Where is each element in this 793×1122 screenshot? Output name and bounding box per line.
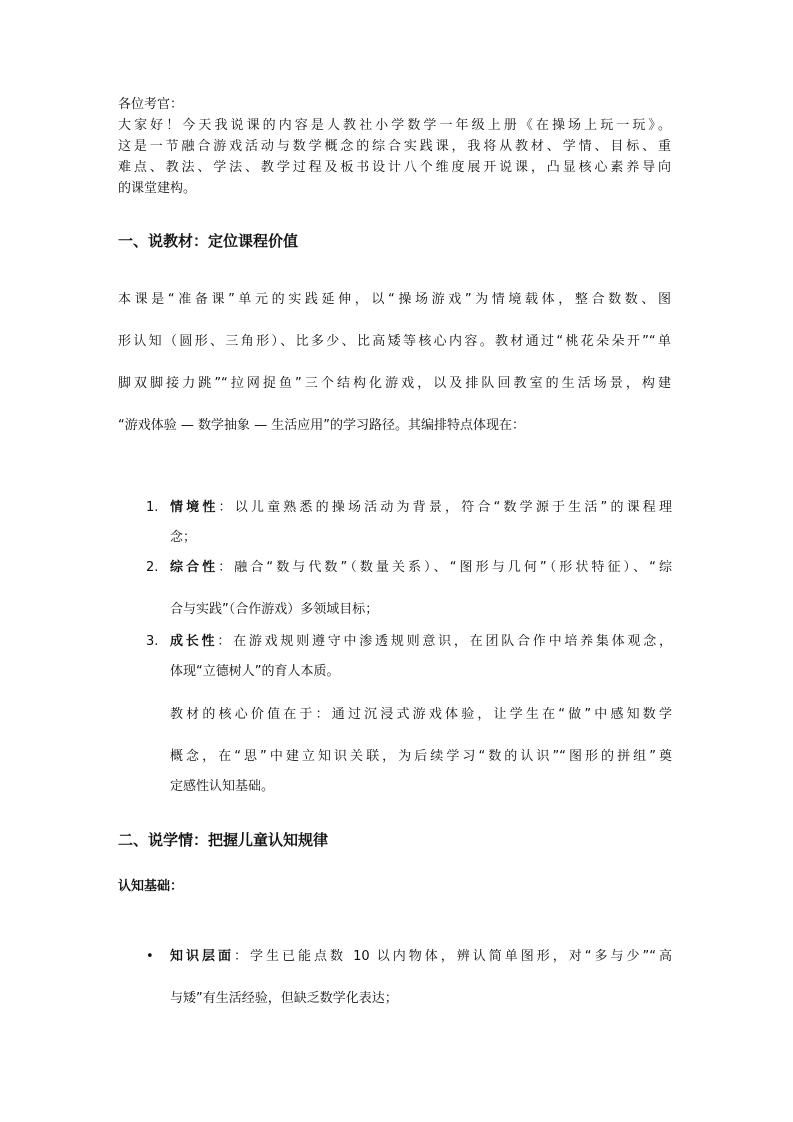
salutation: 各位考官： — [118, 97, 184, 112]
section1-para-line: “游戏体验 — 数学抽象 — 生活应用”的学习路径。其编排特点体现在： — [118, 418, 525, 433]
core-value-line: 定感性认知基础。 — [170, 779, 275, 794]
list-number: 1. — [146, 500, 159, 515]
list-item-term: 情境性 — [170, 500, 219, 515]
bullet-item-term: 知识层面 — [170, 949, 234, 964]
list-item — [170, 558, 672, 578]
list-item-text: 念； — [170, 530, 197, 545]
section1-para-line: 本课是“准备课”单元的实践延伸，以“操场游戏”为情境载体，整合数数、图 — [118, 292, 671, 307]
intro-line: 这是一节融合游戏活动与数学概念的综合实践课，我将从教材、学情、目标、重 — [118, 139, 671, 154]
list-item-text: 合与实践”（合作游戏）多领域目标； — [170, 602, 379, 617]
bullet-item — [170, 947, 672, 967]
section1-para-line: 脚双脚接力跳”“拉网捉鱼”三个结构化游戏，以及排队回教室的生活场景，构建 — [118, 376, 671, 391]
intro-line: 难点、教法、学法、教学过程及板书设计八个维度展开说课，凸显核心素养导向 — [118, 160, 671, 175]
list-number: 3. — [146, 634, 159, 649]
core-value-line: 教材的核心价值在于：通过沉浸式游戏体验，让学生在“做”中感知数学 — [170, 707, 672, 722]
intro-line: 的课堂建构。 — [118, 181, 197, 196]
list-item — [170, 498, 672, 518]
bullet-glyph: • — [146, 949, 154, 964]
bullet-item-text: 与矮”有生活经验，但缺乏数学化表达； — [170, 991, 398, 1006]
list-item-text: ：融合“数与代数”（数量关系）、“图形与几何”（形状特征）、“综 — [218, 560, 672, 575]
core-value-line: 概念，在“思”中建立知识关联，为后续学习“数的认识”“图形的拼组”奠 — [170, 749, 672, 764]
list-item-term: 综合性 — [170, 560, 219, 575]
section1-para-line: 形认知（圆形、三角形）、比多少、比高矮等核心内容。教材通过“桃花朵朵开”“单 — [118, 334, 671, 349]
list-number: 2. — [146, 560, 159, 575]
list-item-text: ：在游戏规则遵守中渗透规则意识，在团队合作中培养集体观念， — [217, 634, 672, 649]
bullet-item-text: ：学生已能点数 10 以内物体，辨认简单图形，对“多与少”“高 — [234, 949, 672, 964]
list-item-text: ：以儿童熟悉的操场活动为背景，符合“数学源于生活”的课程理 — [218, 500, 672, 515]
list-item — [170, 632, 672, 652]
section2-heading: 二、说学情：把握儿童认知规律 — [118, 831, 329, 849]
intro-line: 大家好！今天我说课的内容是人教社小学数学一年级上册《在操场上玩一玩》。 — [118, 118, 671, 133]
list-item-text: 体现“立德树人”的育人本质。 — [170, 664, 340, 679]
section1-heading: 一、说教材：定位课程价值 — [118, 232, 299, 250]
list-item-term: 成长性 — [170, 634, 218, 649]
section2-subheading: 认知基础： — [118, 879, 184, 894]
